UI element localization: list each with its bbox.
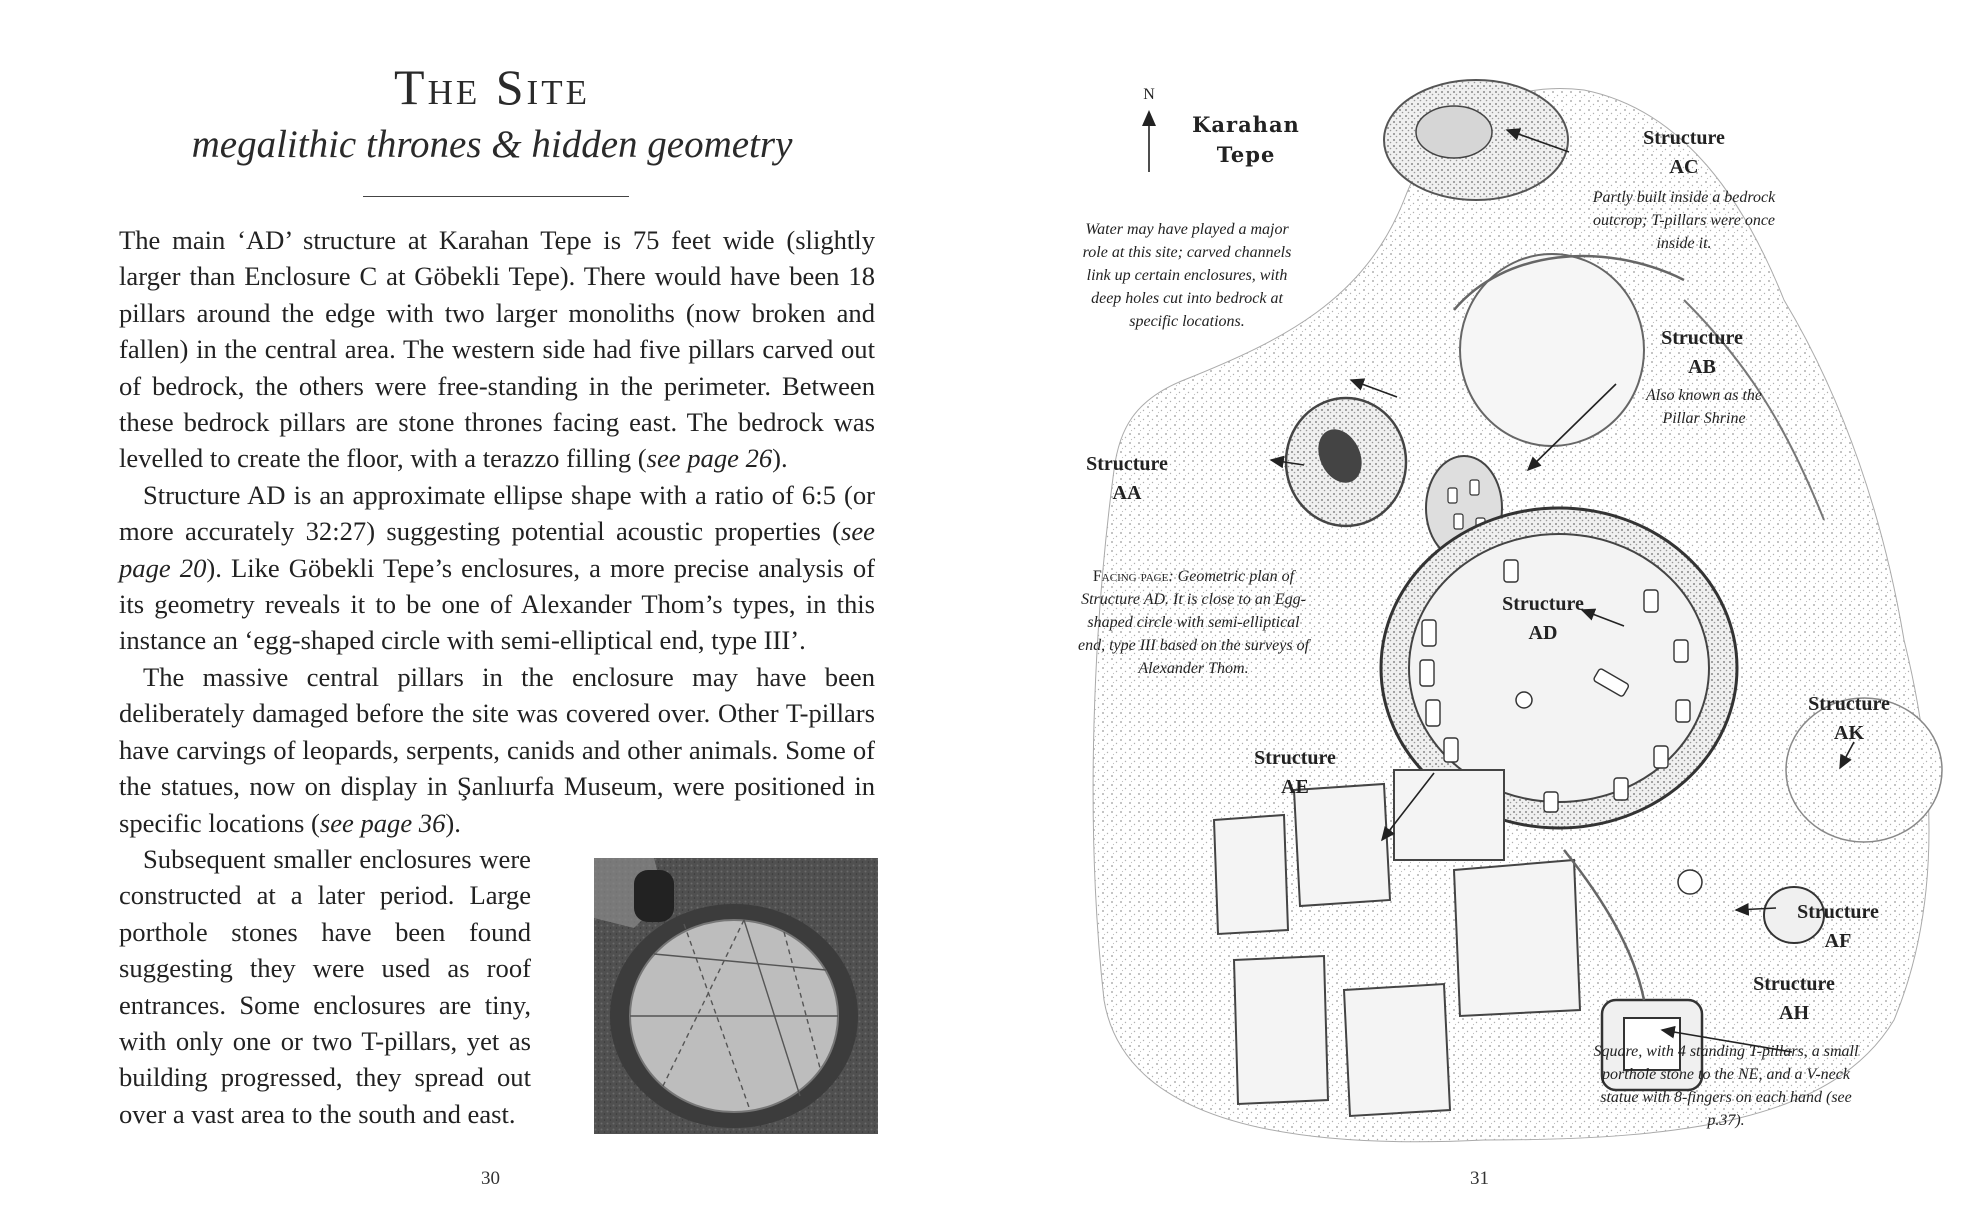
paragraph-1: The main ‘AD’ structure at Karahan Tepe is 75 feet wide (slightly larger than Enclosure C at Göbekli Tepe). There would have been 18 pillars around the edge with two larger monoliths (now broken and fallen) in the central area. The western side had five pillars carved out of bedrock, the others were free-standing in the perimeter. Between these bedrock pillars are stone thrones facing east. The bedrock was levelled to create the floor, with a terazzo filling (see page 26).: [119, 225, 875, 474]
label-structure-ac: Structure AC: [1643, 127, 1725, 178]
label-structure-ah: Structure AH: [1753, 973, 1835, 1024]
label-structure-ab: Structure AB: [1661, 327, 1743, 378]
note-structure-ah: Square, with 4 standing T-pillars, a small porthole stone to the NE, and a V-neck statue with 8-fingers on each hand (see p.37).: [1593, 1043, 1859, 1129]
map-title: Karahan Tepe: [1192, 112, 1300, 167]
label-structure-ae: Structure AE: [1254, 747, 1336, 798]
page-subtitle: megalithic thrones & hidden geometry: [191, 123, 793, 166]
note-water: Water may have played a major role at this site; carved channels link up certain enclosures, with deep holes cut into bedrock at specific locations.: [1082, 221, 1292, 330]
page-reference: see page 36: [319, 807, 446, 838]
page-number-right: 31: [1470, 1168, 1489, 1189]
aerial-photo-graphic: [594, 858, 878, 1134]
page-title: The Site: [394, 59, 590, 115]
paragraph-2: Structure AD is an approximate ellipse shape with a ratio of 6:5 (or more accurately 32:27) suggesting potential acoustic properties (see page 20). Like Göbekli Tepe’s enclosures, a more precise analysis of its geometry reveals it to be one of Alexander Thom’s types, in this instance an ‘egg-shaped circle with semi-elliptical end, type III’.: [119, 479, 875, 656]
title-divider: [363, 196, 629, 197]
structure-ae-shape: [1294, 784, 1390, 906]
aerial-photo: [594, 858, 878, 1134]
page-number-left: 30: [481, 1168, 500, 1189]
note-facing-page: Facing page: Geometric plan of Structure AD. It is close to an Egg-shaped circle with semi-elliptical end, type III based on the surveys of Alexander Thom.: [1077, 568, 1310, 677]
right-page: [984, 0, 1969, 1221]
paragraph-3: The massive central pillars in the enclosure may have been deliberately damaged before the site was covered over. Other T-pillars have carvings of leopards, serpents, canids and other animals. Some of the statues, now on display in Şanlıurfa Museum, were positioned in specific locations (see page 36).: [119, 661, 875, 838]
note-structure-ab: Also known as the Pillar Shrine: [1646, 387, 1762, 427]
label-structure-ak: Structure AK: [1808, 693, 1890, 744]
page-reference: see page 26: [646, 443, 773, 474]
note-structure-ac: Partly built inside a bedrock outcrop; T-pillars were once inside it.: [1592, 189, 1776, 252]
paragraph-4: Subsequent smaller enclosures were constructed at a later period. Large porthole stones have been found suggesting they were used as roof entrances. Some enclosures are tiny, with only one or two T-pillars, yet as building progressed, they spread out over a vast area to the south and east.: [119, 843, 531, 1129]
label-structure-af: Structure AF: [1797, 901, 1879, 952]
compass-label: N: [1143, 86, 1155, 103]
label-structure-ad: Structure AD: [1502, 593, 1584, 644]
label-structure-aa: Structure AA: [1086, 453, 1168, 504]
page-reference: see page 20: [119, 516, 875, 583]
left-page: [0, 0, 984, 1221]
